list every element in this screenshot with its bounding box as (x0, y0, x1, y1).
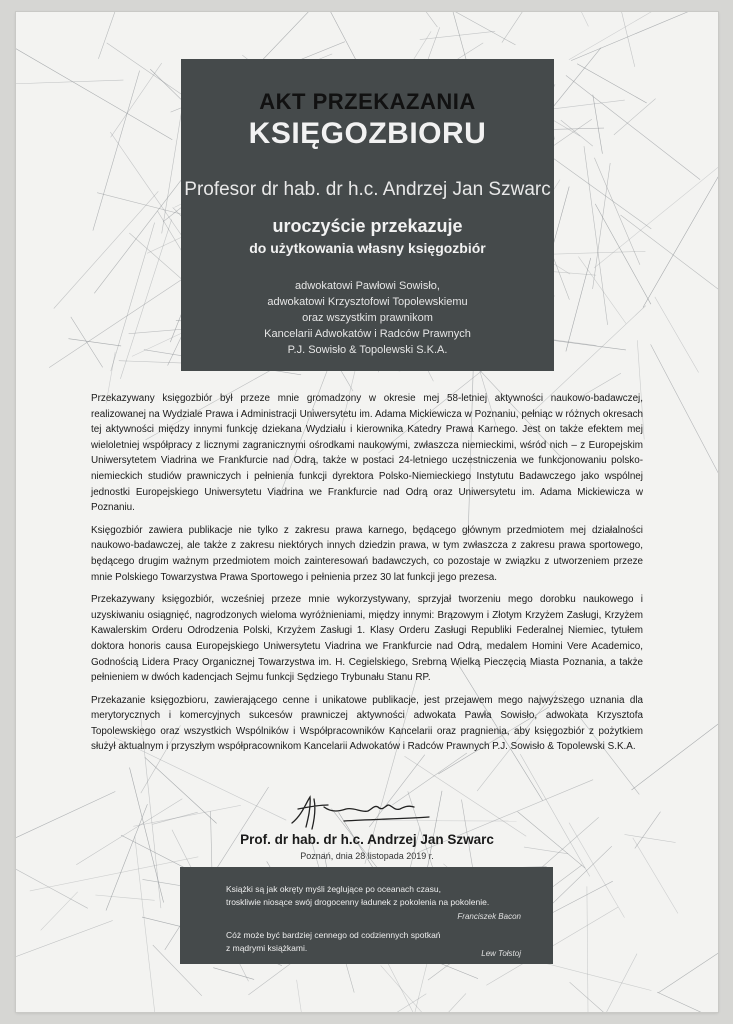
certificate-sheet (16, 12, 718, 1012)
place-date: Poznań, dnia 28 listopada 2019 r. (300, 851, 434, 861)
pattern-line (655, 297, 699, 373)
paragraph: Księgozbiór zawiera publikacje nie tylko z zakresu prawa karnego, będącego głównym przedmiotem mej działalności naukowo-badawczej, ale także z zakresu niektórych innych dziedzin prawa, w tym zwłaszcza z zakresu prawa sportowego, będącego drugim ważnym przedmiotem moich zainteresowań badawczych, co pozostaje w związku z utworzeniem przeze mnie Polskiego Towarzystwa Prawa Sportowego i pełnienia przez 30 lat funkcji jego prezesa. (91, 524, 643, 583)
quote-line: Cóż może być bardziej cennego od codziennych spotkań (226, 930, 441, 940)
pattern-line (420, 31, 495, 39)
pattern-line (657, 992, 718, 1012)
pattern-line (621, 215, 719, 294)
action-line1: uroczyście przekazuje (272, 216, 463, 236)
recipient-line: oraz wszystkim prawnikom (302, 312, 433, 324)
title-line2: KSIĘGOZBIORU (248, 117, 487, 150)
pattern-line (353, 12, 438, 27)
pattern-line (571, 12, 703, 61)
pattern-line (632, 711, 719, 790)
recipients-block (181, 278, 554, 358)
quote-author: Lew Tołstoj (481, 949, 521, 958)
recipient-line: adwokatowi Krzysztofowi Topolewskiemu (267, 296, 468, 308)
pattern-line (561, 120, 593, 146)
pattern-line (381, 966, 484, 1013)
pattern-line (603, 12, 635, 67)
pattern-line (566, 258, 591, 352)
title-line1: AKT PRZEKAZANIA (259, 89, 476, 114)
pattern-line (145, 757, 217, 823)
pattern-line (658, 919, 718, 993)
quotes-panel (180, 867, 553, 964)
pattern-line (120, 220, 171, 379)
pattern-line (442, 12, 515, 45)
pattern-line (584, 146, 608, 325)
pattern-line (95, 895, 154, 900)
paragraph: Przekazanie księgozbioru, zawierającego cenne i unikatowe publikacje, jest przejawem mego najwyższego uznania dla merytorycznych i komercyjnych sukcesów prawniczej aktywności adwokata Pawła Sowisło, adwokata Krzysztofa Topolewskiego oraz wszystkich Wspólników i Współpracowników Kancelarii oraz pragnienia, aby księgozbiór z pożytkiem służył aktualnym i przyszłym współpracownikom Kancelarii Adwokatów i Radców Prawnych P.J. Sowisło & Topolewski S.K.A. (91, 694, 643, 753)
quote-line: Książki są jak okręty myśli żeglujące po oceanach czasu, (226, 884, 441, 894)
quote-text (226, 883, 526, 909)
pattern-line (570, 982, 652, 1012)
paragraph: Przekazywany księgozbiór, wcześniej przeze mnie wykorzystywany, sprzyjał tworzeniu mego dorobku naukowego i uzyskiwaniu osiągnięć, nagrodzonych wieloma wyróżnieniami, między innymi: Brązowym i Złotym Krzyżem Zasługi, Krzyżem Kawalerskim Orderu Odrodzenia Polski, Krzyżem Zasługi 1. Klasy Orderu Zasługi Republiki Federalnej Niemiec, tytułem doktora honoris causa Europejskiego Uniwersytetu Viadrina we Frankfurcie nad Odrą, medalem Homini Vere Academico, Godnością Lidera Pracy Organicznej Towarzystwa im. H. Cegielskiego, Srebrną Wielką Pieczęcią Miasta Poznania, a także pełnieniem w dwóch kadencjach Sejmu funkcji Sędziego Trybunału Stanu RP. (91, 594, 643, 684)
recipient-line: adwokatowi Pawłowi Sowisło, (295, 280, 440, 292)
pattern-line (569, 12, 671, 60)
pattern-line (651, 344, 718, 495)
pattern-line (133, 805, 241, 826)
action-line2: do użytkowania własny księgozbiór (249, 240, 486, 256)
quote-line: troskliwie niosące swój drogocenny ładunek z pokolenia na pokolenie. (226, 897, 490, 907)
pattern-line (69, 339, 122, 346)
pattern-line (16, 921, 113, 973)
pattern-line (41, 892, 78, 931)
pattern-line (98, 12, 163, 59)
pattern-line (376, 993, 466, 1012)
pattern-line (594, 166, 718, 268)
pattern-line (587, 886, 588, 1012)
pattern-line (119, 361, 184, 363)
pattern-line (16, 41, 172, 140)
pattern-line (16, 80, 123, 86)
recipient-line: Kancelarii Adwokatów i Radców Prawnych (264, 328, 471, 340)
pattern-line (643, 173, 718, 308)
pattern-line (614, 99, 656, 135)
pattern-line (566, 75, 700, 179)
body-text (91, 391, 643, 762)
donor-name: Profesor dr hab. dr h.c. Andrzej Jan Szwarc (184, 179, 551, 200)
quote-author: Franciszek Bacon (457, 912, 521, 921)
pattern-line (297, 980, 315, 1012)
recipient-line: P.J. Sowisło & Topolewski S.K.A. (287, 344, 448, 356)
pattern-line (549, 12, 588, 26)
paragraph: Przekazywany księgozbiór był przeze mnie gromadzony w okresie mej 58-letniej aktywności naukowo-badawczej, realizowanej na Wydziale Prawa i Administracji Uniwersytetu im. Adama Mickiewicza w Poznaniu, pełniąc w różnych okresach tej aktywności między innymi funkcję dziekana Wydziału i kierownika Katedry Prawa Karnego. Jest on także efektem mej wieloletniej współpracy z licznymi zagranicznymi ośrodkami naukowymi, zwłaszcza niemieckimi, wśród nich – z Europejskim Uniwersytetem Viadrina we Frankfurcie nad Odrą, także w postaci 24-letniego uczestniczenia we funkcjonowaniu polsko-niemieckich studiów prawniczych i pełnienia funkcji dyrektora Polsko-Niemieckiego Instytutu Badawczego jako wspólnej jednostki Europejskiego Uniwersytetu Viadrina we Frankfurcie nad Odrą oraz Uniwersytetu im. Adama Mickiewicza w Poznaniu. (91, 393, 643, 514)
quote-line: z mądrymi książkami. (226, 943, 308, 953)
pattern-line (93, 71, 140, 231)
pattern-line (578, 257, 626, 324)
pattern-line (502, 12, 526, 43)
pattern-line (30, 857, 199, 891)
pattern-line (71, 317, 103, 368)
pattern-line (633, 838, 678, 914)
signatory-name: Prof. dr hab. dr h.c. Andrzej Jan Szwarc (240, 832, 494, 847)
pattern-line (594, 158, 640, 265)
pattern-line (595, 204, 651, 304)
pattern-line (553, 119, 592, 146)
pattern-line (213, 968, 254, 980)
pattern-line (577, 64, 647, 103)
pattern-line (152, 812, 197, 824)
header-panel (181, 59, 554, 371)
pattern-line (111, 63, 162, 137)
pattern-line (54, 191, 159, 308)
handwritten-signature (284, 793, 434, 833)
